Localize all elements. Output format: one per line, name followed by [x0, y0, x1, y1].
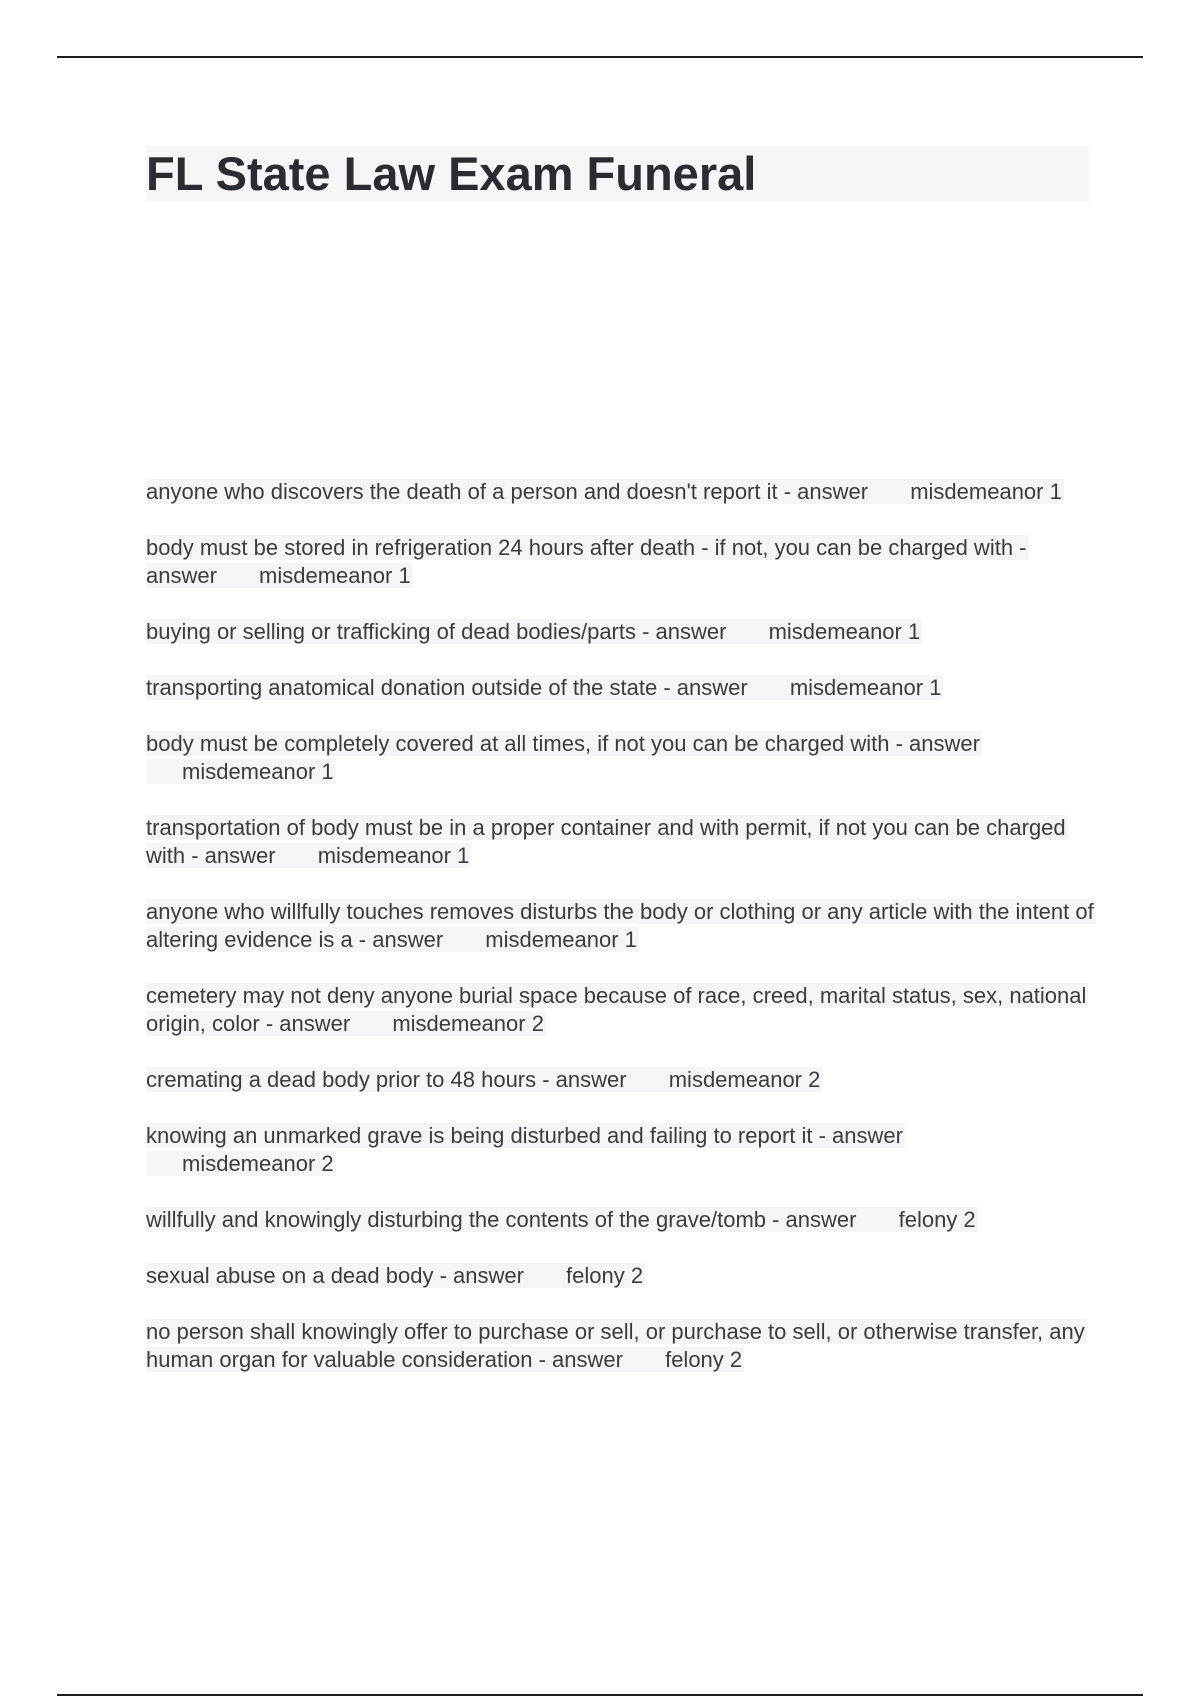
qa-answer: misdemeanor 1 — [182, 759, 334, 784]
qa-item — [146, 730, 1096, 786]
footer-rule — [57, 1694, 1143, 1696]
qa-item — [146, 814, 1096, 870]
qa-item — [146, 982, 1096, 1038]
qa-question: transportation of body must be in a proper container and with permit, if not you can be charged with - answer — [146, 815, 1066, 868]
qa-question: cemetery may not deny anyone burial space because of race, creed, marital status, sex, national origin, color - answer — [146, 983, 1087, 1036]
qa-question: cremating a dead body prior to 48 hours - answer — [146, 1067, 627, 1092]
qa-question: willfully and knowingly disturbing the contents of the grave/tomb - answer — [146, 1207, 857, 1232]
qa-item — [146, 898, 1096, 954]
qa-answer: felony 2 — [665, 1347, 743, 1372]
qa-question: buying or selling or trafficking of dead bodies/parts - answer — [146, 619, 727, 644]
qa-item — [146, 618, 1096, 646]
qa-answer: misdemeanor 2 — [668, 1067, 821, 1092]
qa-question: knowing an unmarked grave is being disturbed and failing to report it - answer — [146, 1123, 903, 1148]
qa-question: no person shall knowingly offer to purchase or sell, or purchase to sell, or otherwise transfer, any human organ for valuable consideration - answer — [146, 1319, 1085, 1372]
qa-item — [146, 1066, 1096, 1094]
page-title: FL State Law Exam Funeral — [146, 147, 757, 200]
qa-question: sexual abuse on a dead body - answer — [146, 1263, 524, 1288]
qa-answer: misdemeanor 1 — [789, 675, 942, 700]
qa-item — [146, 478, 1096, 506]
header-rule — [57, 56, 1143, 58]
qa-answer: misdemeanor 2 — [182, 1151, 334, 1176]
qa-question: transporting anatomical donation outside of the state - answer — [146, 675, 748, 700]
qa-question: anyone who discovers the death of a person and doesn't report it - answer — [146, 479, 869, 504]
qa-answer: misdemeanor 1 — [910, 479, 1062, 504]
qa-item — [146, 1122, 1096, 1178]
qa-question: body must be completely covered at all times, if not you can be charged with - answer — [146, 731, 980, 756]
qa-answer: misdemeanor 2 — [392, 1011, 544, 1036]
qa-answer: misdemeanor 1 — [485, 927, 637, 952]
qa-question: body must be stored in refrigeration 24 hours after death - if not, you can be charged with - answer — [146, 535, 1027, 588]
qa-answer: misdemeanor 1 — [768, 619, 921, 644]
qa-item — [146, 534, 1096, 590]
qa-question: anyone who willfully touches removes disturbs the body or clothing or any article with the intent of altering evidence is a - answer — [146, 899, 1094, 952]
qa-answer: felony 2 — [566, 1263, 644, 1288]
qa-item — [146, 1206, 1096, 1234]
qa-item — [146, 674, 1096, 702]
qa-item — [146, 1262, 1096, 1290]
qa-answer: felony 2 — [898, 1207, 976, 1232]
qa-list — [146, 478, 1096, 1402]
qa-answer: misdemeanor 1 — [259, 563, 411, 588]
qa-item — [146, 1318, 1096, 1374]
qa-answer: misdemeanor 1 — [317, 843, 470, 868]
